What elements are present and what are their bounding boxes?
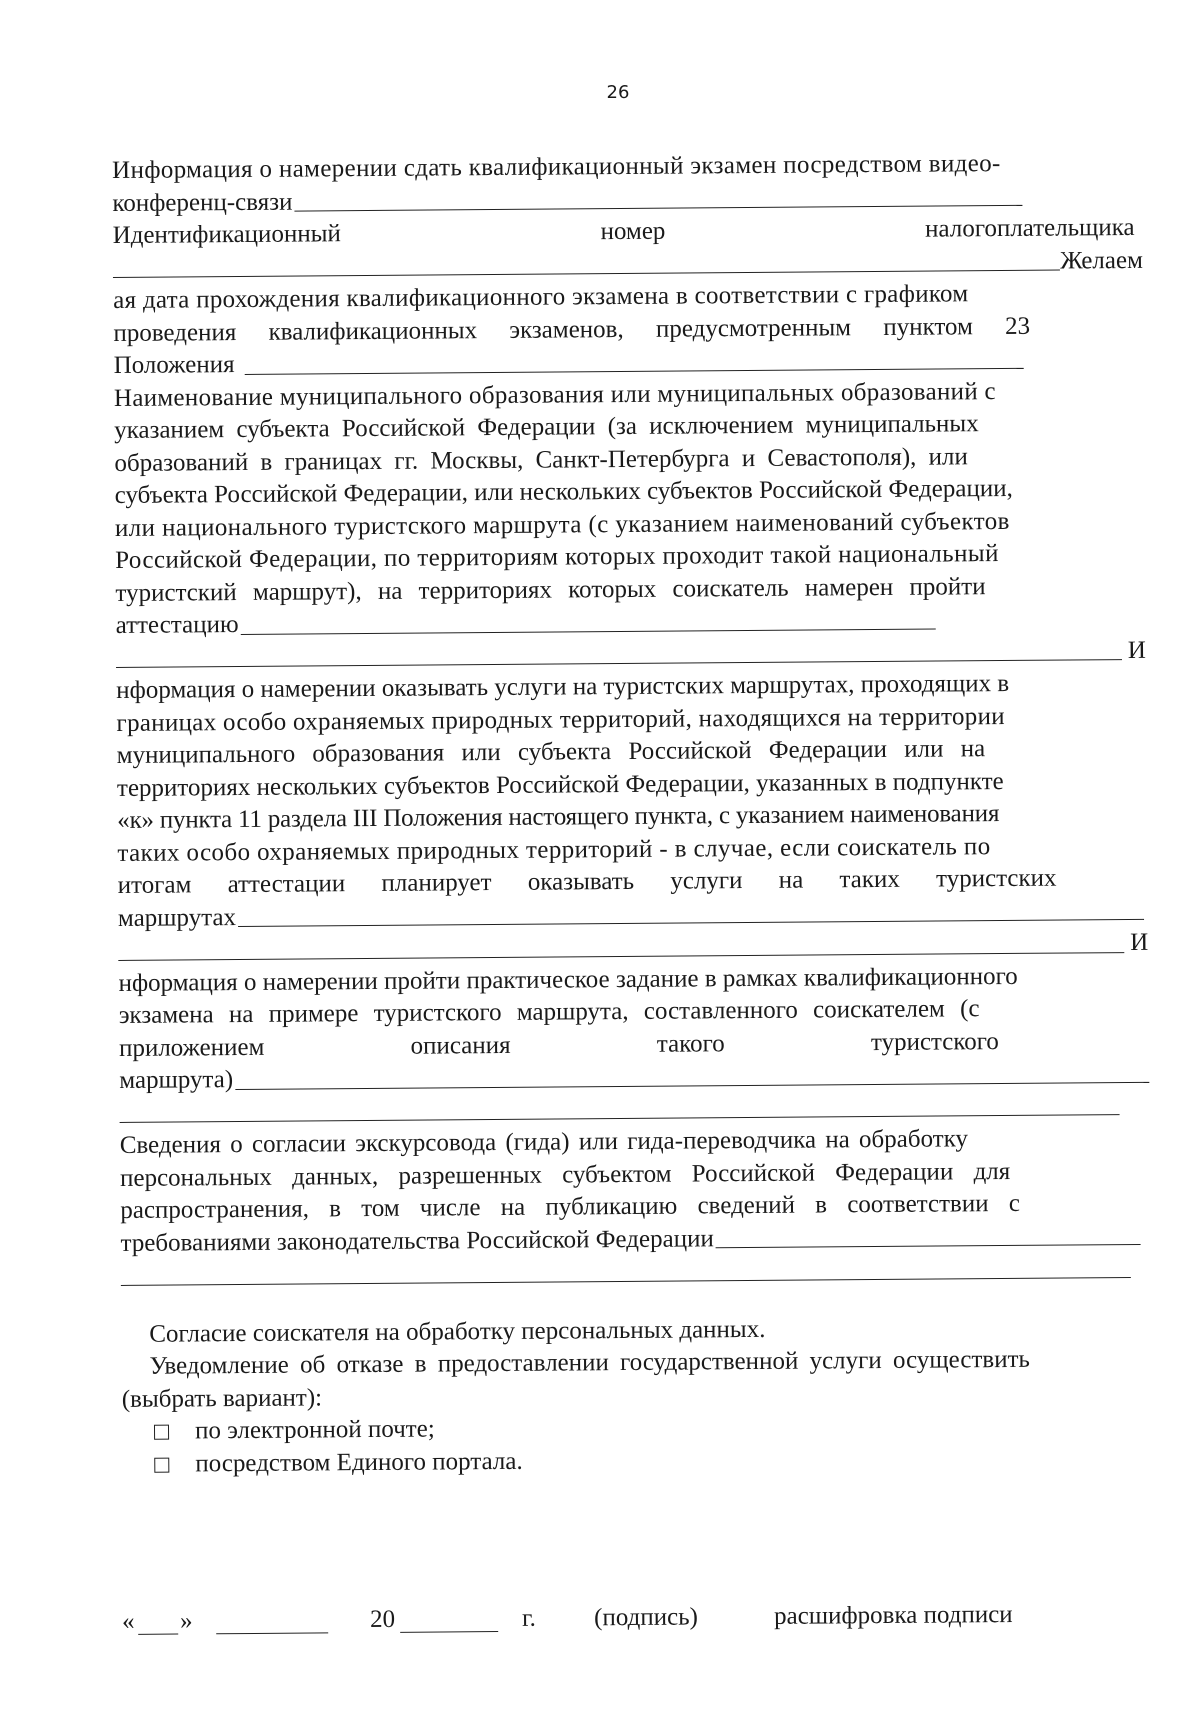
pract-text-3: приложением описания такого туристского — [118, 1027, 999, 1062]
inn-word-3: налогоплательщика — [924, 213, 1135, 243]
day-close-quote: » — [179, 1607, 193, 1635]
year-prefix: 20 — [369, 1605, 396, 1634]
oopt-text-6: таких особо охраняемых природных территорий - в случае, если соискатель по — [117, 832, 991, 867]
oopt-label: маршрутах — [117, 903, 237, 932]
year-input-line[interactable] — [400, 1605, 498, 1633]
muni-text-2: указанием субъекта Российской Федерации (за исключением муниципальных — [114, 410, 979, 444]
oopt-text-5: «к» пункта 11 раздела III Положения настоящего пункта, с указанием наименования — [117, 800, 1000, 834]
vks-label: конференц-связи — [112, 188, 293, 217]
muni-text-1: Наименование муниципального образования или муниципальных образований с — [113, 377, 997, 412]
day-input-line[interactable] — [138, 1608, 178, 1635]
consent-text-3: распространения, в том числе на публикацию сведений в соответствии с — [120, 1189, 1020, 1224]
desired-word: Желаем — [1060, 246, 1143, 275]
oopt-text-2: границах особо охраняемых природных территорий, находящихся на территории — [116, 702, 1005, 737]
option-portal-row[interactable] — [122, 1441, 1152, 1482]
date-text-1: ая дата прохождения квалификационного экзамена в соответствии с графиком — [113, 280, 969, 314]
year-suffix: г. — [521, 1604, 536, 1632]
consent-text-2: персональных данных, разрешенных субъектом Российской Федерации для — [119, 1157, 1011, 1192]
pract-text-2: экзамена на примере туристского маршрута, составленного соискателем (с — [118, 995, 980, 1029]
date-input-line[interactable] — [245, 367, 1024, 374]
pract-input-line-2[interactable] — [120, 1114, 1120, 1123]
option-portal-label: посредством Единого портала. — [195, 1448, 523, 1478]
consent-text-1: Сведения о согласии экскурсовода (гида) или гида-переводчика на обработку — [119, 1125, 969, 1159]
notice-text-1: Уведомление об отказе в предоставлении государственной услуги осуществить — [149, 1345, 1030, 1380]
muni-text-5: или национального туристского маршрута (с указанием наименований субъектов — [114, 507, 1010, 542]
signature-label: (подпись) — [593, 1603, 698, 1632]
pract-label: маршрута) — [119, 1066, 234, 1094]
muni-label: аттестацию — [115, 611, 239, 639]
pd-consent-text: Согласие соискателя на обработку персональных данных. — [149, 1315, 766, 1348]
signature-row — [122, 1600, 1122, 1644]
notice-text-2: (выбрать вариант): — [121, 1383, 323, 1413]
page-number: 26 — [606, 82, 630, 103]
oopt-input-line[interactable] — [238, 919, 1144, 927]
signature-decode-label: расшифровка подписи — [773, 1601, 1013, 1630]
vks-input-line[interactable] — [295, 205, 1023, 212]
consent-label: требованиями законодательства Российской Федерации — [120, 1224, 714, 1257]
month-input-line[interactable] — [216, 1606, 328, 1634]
pract-text-1: нформация о намерении пройти практическое задание в рамках квалификационного — [118, 962, 1018, 997]
option-email-label: по электронной почте; — [194, 1415, 435, 1445]
muni-input-line-2[interactable] — [116, 659, 1122, 668]
oopt-input-line-2[interactable] — [118, 952, 1124, 961]
vks-text: Информация о намерении сдать квалификационный экзамен посредством видео- — [112, 150, 1001, 184]
inn-word-2: номер — [600, 217, 666, 246]
oopt-text-3: муниципального образования или субъекта Российской Федерации или на — [116, 735, 986, 769]
pract-input-line[interactable] — [235, 1081, 1149, 1089]
oopt-initial-letter: И — [1127, 636, 1147, 664]
day-open-quote: « — [122, 1607, 135, 1635]
muni-input-line[interactable] — [241, 628, 936, 634]
muni-text-6: Российской Федерации, по территориям которых проходит такой национальный — [115, 540, 999, 574]
date-text-2: проведения квалификационных экзаменов, предусмотренным пунктом 23 — [113, 312, 1031, 347]
checkbox-portal[interactable] — [154, 1458, 169, 1473]
oopt-text-7: итогам аттестации планирует оказывать услуги на таких туристских — [117, 864, 1057, 899]
oopt-text-1: нформация о намерении оказывать услуги на туристских маршрутах, проходящих в — [116, 669, 1010, 704]
date-label: Положения — [113, 351, 235, 379]
application-form-body — [112, 147, 1152, 1482]
oopt-text-4: территориях нескольких субъектов Российской Федерации, указанных в подпункте — [116, 767, 1004, 802]
muni-text-7: туристский маршрут), на территориях которых соискатель намерен пройти — [115, 572, 986, 607]
inn-word-1: Идентификационный — [112, 220, 341, 249]
inn-input-line[interactable] — [113, 270, 1060, 278]
consent-input-line-2[interactable] — [121, 1277, 1131, 1286]
muni-text-4: субъекта Российской Федерации, или нескольких субъектов Российской Федерации, — [114, 474, 1013, 509]
consent-input-line[interactable] — [716, 1244, 1141, 1248]
checkbox-email[interactable] — [154, 1425, 169, 1440]
muni-text-3: образований в границах гг. Москвы, Санкт-Петербурга и Севастополя), или — [114, 442, 968, 477]
practical-initial-letter: И — [1130, 928, 1149, 957]
